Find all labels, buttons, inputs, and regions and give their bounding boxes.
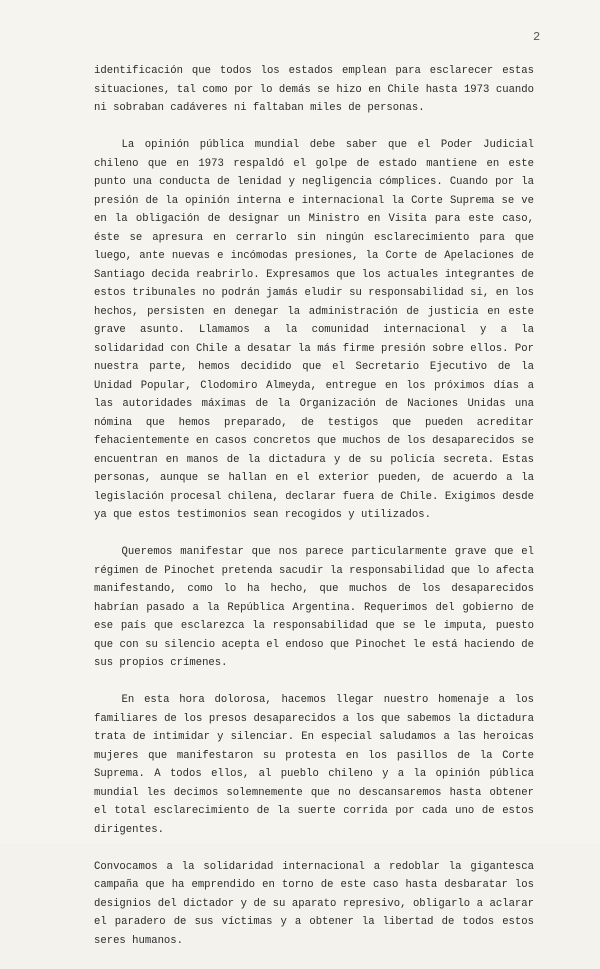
document-body xyxy=(94,62,534,969)
page-number: 2 xyxy=(533,30,541,44)
paragraph-3: Queremos manifestar que nos parece particularmente grave que el régimen de Pinochet pretenda sacudir la responsabilidad que lo afecta manifestando, como lo ha hecho, que muchos de los desaparecidos habrían pasado a la República Argentina. Requerimos del gobierno de ese país que esclarezca la responsabilidad que se le imputa, puesto que con su silencio acepta el endoso que Pinochet le está haciendo de sus propios crímenes. xyxy=(94,546,534,669)
paragraph-1: identificación que todos los estados emplean para esclarecer estas situaciones, tal como por lo demás se hizo en Chile hasta 1973 cuando ni sobraban cadáveres ni faltaban miles de personas. xyxy=(94,65,534,114)
paragraph-2: La opinión pública mundial debe saber que el Poder Judicial chileno que en 1973 respaldó el golpe de estado mantiene en este punto una conducta de lenidad y negligencia cómplices. Cuando por la presión de la opinión interna e internacional la Corte Suprema se ve en la obligación de designar un Ministro en Visita para este caso, éste se apresura en cerrarlo sin ningún esclarecimiento para que luego, ante nuevas e incómodas presiones, la Corte de Apelaciones de Santiago decida reabrirlo. Expresamos que los actuales integrantes de estos tribunales no podrán jamás eludir su responsabilidad si, en los hechos, persisten en denegar la administración de justicia en este grave asunto. Llamamos a la comunidad internacional y a la solidaridad con Chile a desatar la más firme presión sobre ellos. Por nuestra parte, hemos decidido que el Secretario Ejecutivo de la Unidad Popular, Clodomiro Almeyda, entregue en los próximos días a las autoridades máximas de la Organización de Naciones Unidas una nómina que hemos preparado, de testigos que pueden acreditar fehacientemente en casos concretos que muchos de los desaparecidos se encuentran en manos de la dictadura y de su policía secreta. Estas personas, aunque se hallan en el exterior pueden, de acuerdo a la legislación procesal chilena, declarar fuera de Chile. Exigimos desde ya que estos testimonios sean recogidos y utilizados. xyxy=(94,139,534,521)
paragraph-4: En esta hora dolorosa, hacemos llegar nuestro homenaje a los familiares de los presos desaparecidos a los que sabemos la dictadura trata de intimidar y silenciar. En especial saludamos a las heroicas mujeres que manifestaron su protesta en los pasillos de la Corte Suprema. A todos ellos, al pueblo chileno y a la opinión pública mundial les decimos solemnemente que no descansaremos hasta obtener el total esclarecimiento de la suerte corrida por cada uno de estos dirigentes. xyxy=(94,694,534,836)
paragraph-5: Convocamos a la solidaridad internacional a redoblar la gigantesca campaña que ha emprendido en torno de este caso hasta desbaratar los designios del dictador y de su aparato represivo, obligarlo a aclarar el paradero de sus víctimas y a obtener la libertad de todos estos seres humanos. xyxy=(94,860,534,947)
